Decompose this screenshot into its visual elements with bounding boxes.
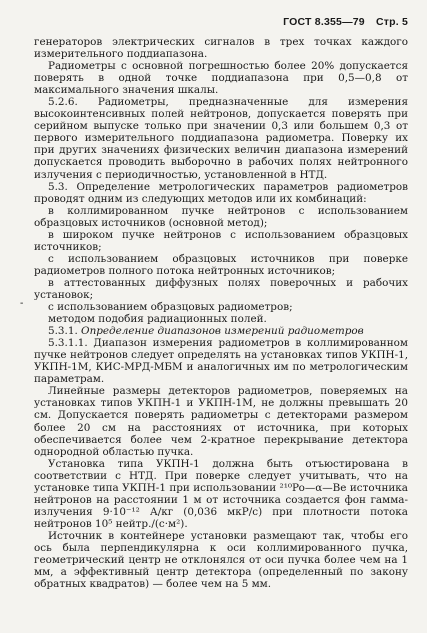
section-number: 5.3.1.	[48, 325, 82, 338]
page-header	[275, 16, 408, 28]
list-item: в коллимированном пучке нейтронов с использованием образцовых источников (основной метод);	[34, 204, 408, 229]
section-heading	[34, 325, 408, 337]
section-title: Определение диапазонов измерений радиометров	[81, 325, 364, 338]
paragraph: генераторов электрических сигналов в трех точках каждого измерительного поддиапазона.	[34, 36, 408, 61]
paragraph: 5.3. Определение метрологических параметров радиометров проводят одним из следующих методов или их комбинаций:	[34, 180, 408, 205]
body-text	[34, 36, 408, 590]
paragraph: 5.2.6. Радиометры, предназначенные для измерения высокоинтенсивных полей нейтронов, допускается поверять при серийном выпуске только при значении 0,3 или большем 0,3 от первого измерительного поддиапазона радиометра. Поверку их при других значениях физических величин диапазона измерений допускается проводить выборочно в рабочих полях нейтронного излучения с периодичностью, установленной в НТД.	[34, 96, 408, 181]
paragraph: Радиометры с основной погрешностью более 20% допускается поверять в одной точке поддиапазона при 0,5—0,8 от максимального значения шкалы.	[34, 60, 408, 97]
list-item: методом подобия радиационных полей.	[48, 313, 267, 326]
paragraph: Линейные размеры детекторов радиометров, поверяемых на установках типов УКПН-1 и УКПН-1М, не должны превышать 20 см. Допускается поверять радиометры с детекторами размером более 20 см на расстояниях от источника, при которых обеспечивается более чем 2-кратное перекрывание детектора однородной областью пучка.	[34, 385, 408, 458]
paragraph: Установка типа УКПН-1 должна быть отъюстирована в соответствии с НТД. При поверке следует учитывать, что на установке типа УКПН-1 при использовании ²¹⁰Po—α—Be источника нейтронов на расстоянии 1 м от источника создается фон гамма-излучения 9·10⁻¹² А/кг (0,036 мкР/с) при плотности потока нейтронов 10⁵ нейтр./(с·м²).	[34, 457, 408, 530]
page-number: Стр. 5	[375, 16, 408, 28]
paragraph: Источник в контейнере установки размещают так, чтобы его ось была перпендикулярна к оси коллимированного пучка, геометрический центр не отклонялся от оси пучка более чем на 1 мм, а эффективный центр детектора (определенный по закону обратных квадратов) — более чем на 5 мм.	[34, 529, 408, 591]
list-item: с использованием образцовых радиометров;	[48, 301, 293, 314]
list-item: в аттестованных диффузных полях поверочных и рабочих установок;	[34, 276, 408, 301]
standard-number: ГОСТ 8.355—79	[283, 16, 365, 28]
list-item: с использованием образцовых источников при поверке радиометров полного потока нейтронных источников;	[34, 252, 408, 277]
margin-mark: -	[20, 298, 24, 309]
list-item: в широком пучке нейтронов с использованием образцовых источников;	[34, 228, 408, 253]
paragraph: 5.3.1.1. Диапазон измерения радиометров в коллимированном пучке нейтронов следует определять на установках типов УКПН-1, УКПН-1М, КИС-МРД-МБМ и аналогичных им по метрологическим параметрам.	[34, 337, 408, 386]
